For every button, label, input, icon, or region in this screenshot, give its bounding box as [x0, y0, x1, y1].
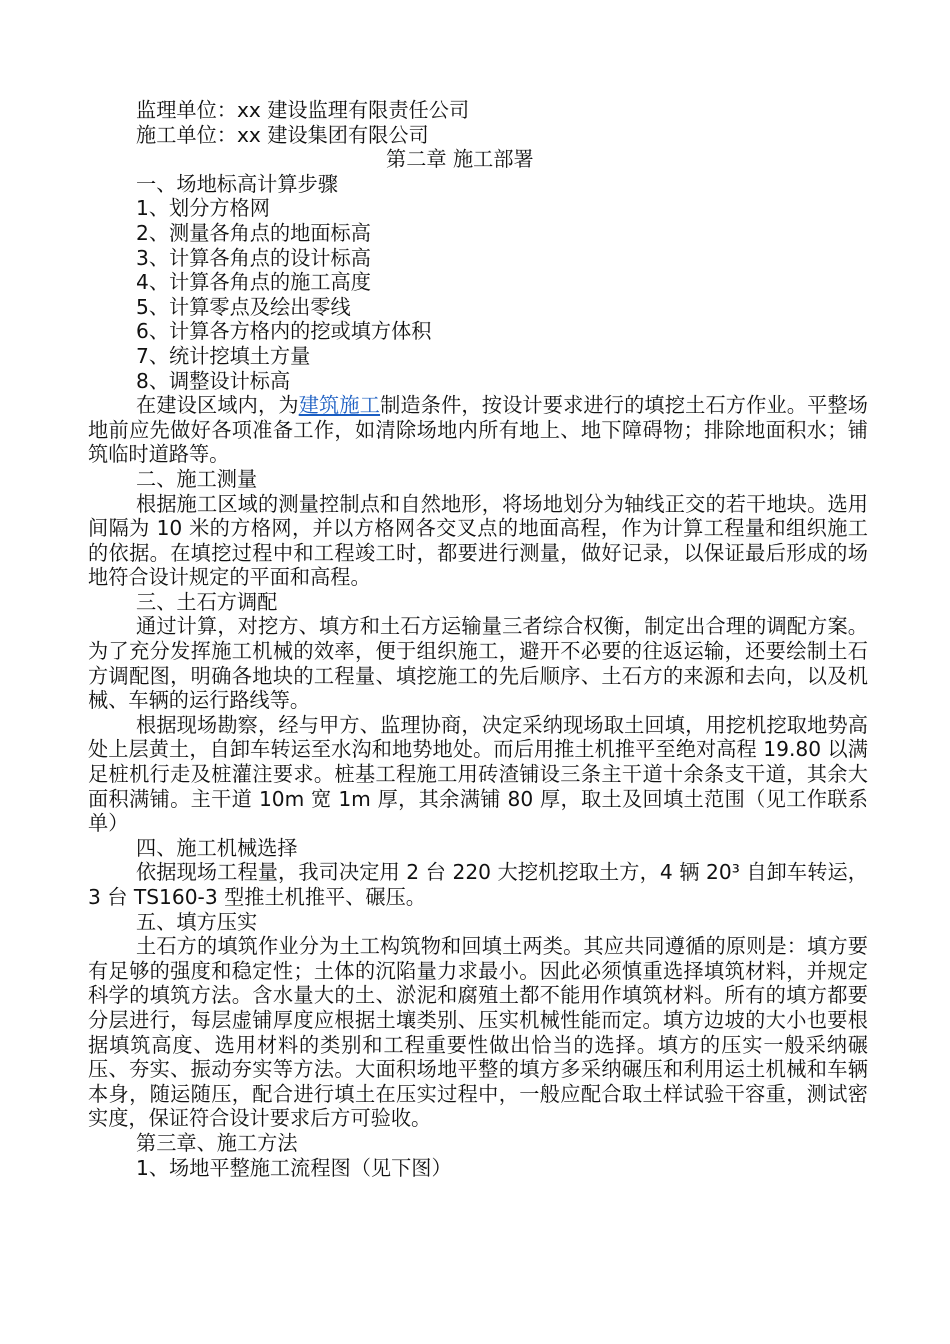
section-2-paragraph: 根据施工区域的测量控制点和自然地形，将场地划分为轴线正交的若干地块。选用间隔为 10 米的方格网，并以方格网各交叉点的地面高程，作为计算工程量和组织施工的依据。在填挖过程中和工程竣工时，都要进行测量，做好记录，以保证最后形成的场地符合设计规定的平面和高程。 — [88, 491, 868, 590]
contractor-unit: 施工单位：xx 建设集团有限公司 — [136, 122, 429, 147]
section-4-paragraph: 依据现场工程量，我司决定用 2 台 220 大挖机挖取土方，4 辆 20³ 自卸车转运，3 台 TS160-3 型推土机推平、碾压。 — [88, 860, 868, 909]
step-1: 1、划分方格网 — [136, 196, 270, 221]
step-4: 4、计算各角点的施工高度 — [136, 270, 371, 295]
para-text-after: 制造条件，按设计要求进行的填挖土石方作业。平整场地前应先做好各项准备工作，如清除场地内所有地上、地下障碍物；排除地面积水；铺筑临时道路等。 — [88, 393, 868, 467]
step-7: 7、统计挖填土方量 — [136, 343, 311, 368]
section-4-heading: 四、施工机械选择 — [136, 835, 298, 860]
step-8: 8、调整设计标高 — [136, 368, 291, 393]
step-2: 2、测量各角点的地面标高 — [136, 220, 371, 245]
step-6: 6、计算各方格内的挖或填方体积 — [136, 319, 432, 344]
section-2-heading: 二、施工测量 — [136, 466, 258, 491]
chapter-3-title: 第三章、施工方法 — [136, 1130, 298, 1155]
section-3-paragraph-2: 根据现场勘察，经与甲方、监理协商，决定采纳现场取土回填，用挖机挖取地势高处上层黄土，自卸车转运至水沟和地势地处。而后用推土机推平至绝对高程 19.80 以满足桩机行走及桩灌注要求。桩基工程施工用砖渣铺设三条主干道十余条支干道，其余大面积满铺。主干道 10m 宽 1m 厚，其余满铺 80 厚，取土及回填土范围（见工作联系单） — [88, 712, 868, 836]
supervisor-unit: 监理单位：xx 建设监理有限责任公司 — [136, 98, 470, 122]
section-5-heading: 五、填方压实 — [136, 909, 258, 934]
chapter-3-item-1: 1、场地平整施工流程图（见下图） — [136, 1155, 452, 1180]
document-page — [88, 98, 868, 1180]
section-3-heading: 三、土石方调配 — [136, 589, 278, 614]
section-3-paragraph-1: 通过计算，对挖方、填方和土石方运输量三者综合权衡，制定出合理的调配方案。为了充分发挥施工机械的效率，便于组织施工，避开不必要的往返运输，还要绘制土石方调配图，明确各地块的工程量、填挖施工的先后顺序、土石方的来源和去向，以及机械、车辆的运行路线等。 — [88, 614, 868, 713]
section-5-paragraph: 土石方的填筑作业分为土工构筑物和回填土两类。其应共同遵循的原则是：填方要有足够的强度和稳定性；土体的沉陷量力求最小。因此必须慎重选择填筑材料，并规定科学的填筑方法。含水量大的土、淤泥和腐殖土都不能用作填筑材料。所有的填方都要分层进行，每层虚铺厚度应根据土壤类别、压实机械性能而定。填方边坡的大小也要根据填筑高度、选用材料的类别和工程重要性做出恰当的选择。填方的压实一般采纳碾压、夯实、振动夯实等方法。大面积场地平整的填方多采纳碾压和利用运土机械和车辆本身，随运随压，配合进行填土在压实过程中，一般应配合取土样试验干容重，测试密实度，保证符合设计要求后方可验收。 — [88, 934, 868, 1131]
section-1-heading: 一、场地标高计算步骤 — [136, 171, 338, 196]
step-5: 5、计算零点及绘出零线 — [136, 294, 351, 319]
step-3: 3、计算各角点的设计标高 — [136, 245, 371, 270]
chapter-2-title: 第二章 施工部署 — [386, 147, 534, 172]
para-text-before: 在建设区域内，为 — [136, 393, 299, 418]
section-1-paragraph — [88, 393, 868, 467]
construction-link[interactable]: 建筑施工 — [298, 393, 381, 418]
